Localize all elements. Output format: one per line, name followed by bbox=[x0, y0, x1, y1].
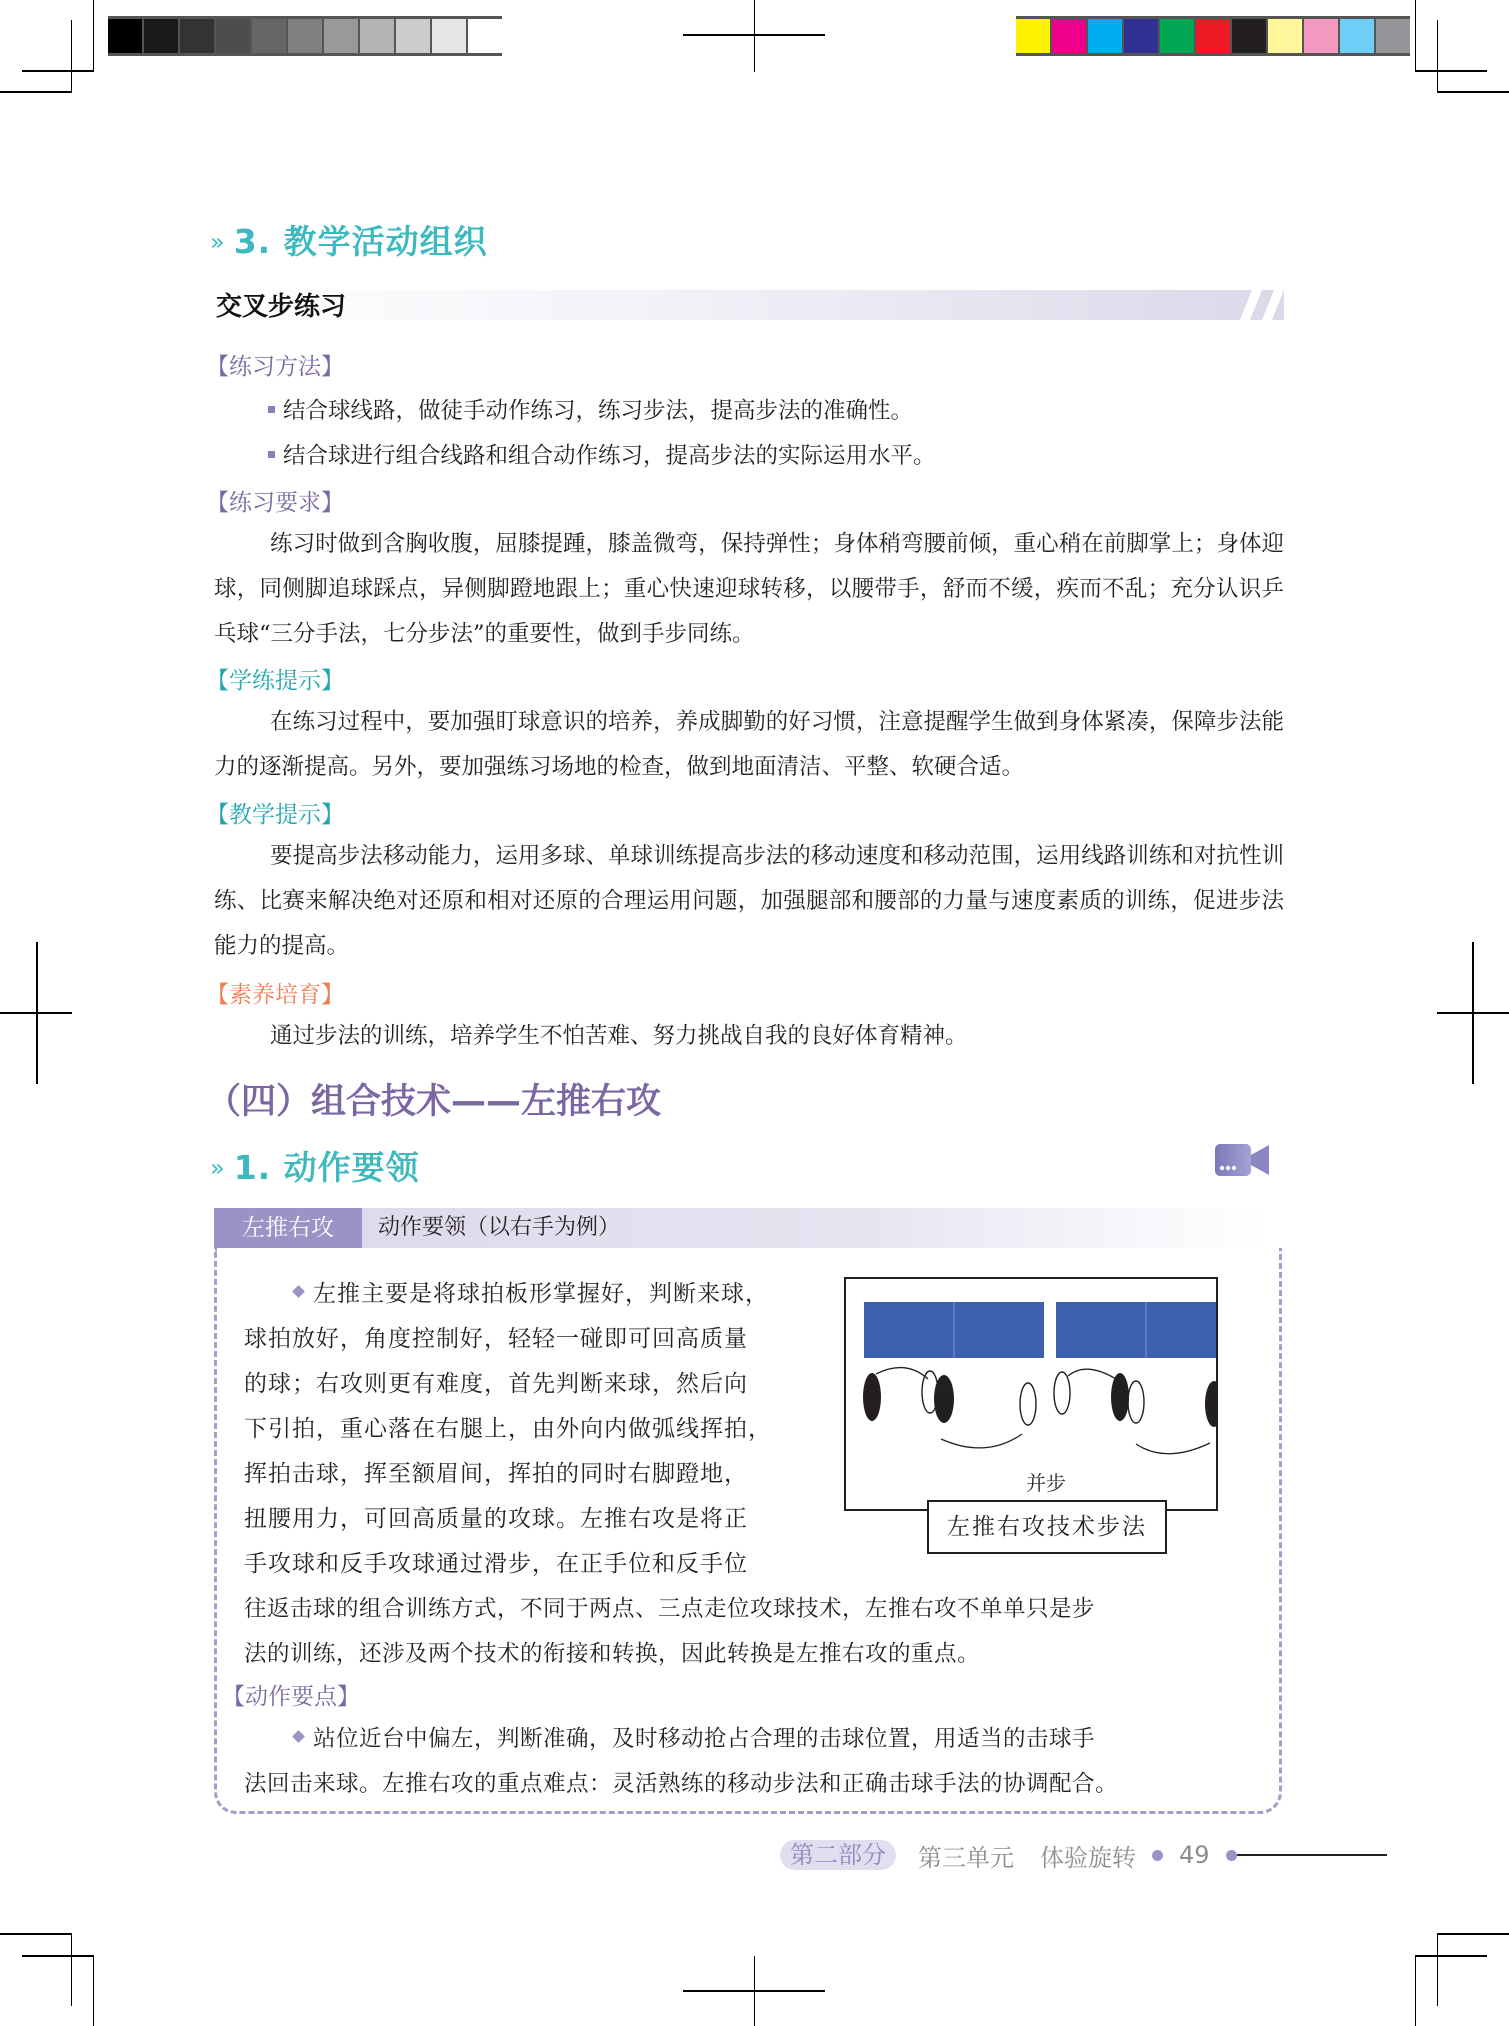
color-swatch bbox=[1196, 19, 1230, 53]
subsection-title: 交叉步练习 bbox=[216, 292, 347, 322]
color-swatch bbox=[324, 19, 358, 53]
color-calibration-bar bbox=[1016, 16, 1410, 56]
part-badge: 第二部分 bbox=[780, 1840, 896, 1870]
color-swatch bbox=[1304, 19, 1338, 53]
subsection-band bbox=[212, 290, 1284, 320]
page-footer bbox=[780, 1840, 1387, 1870]
color-swatch bbox=[180, 19, 214, 53]
key-points-tag: 【动作要点】 bbox=[222, 1684, 360, 1710]
color-swatch bbox=[432, 19, 466, 53]
video-camera-icon[interactable] bbox=[1215, 1143, 1271, 1177]
technique-text: 左推主要是将球拍板形掌握好，判断来球， 球拍放好，角度控制好，轻轻一碰即可回高质量 的球；右攻则更有难度，首先判断来球，然后向 下引拍，重心落在右腿上，由外向内做弧线挥拍， 挥拍击球，挥至额眉间，挥拍的同时右脚蹬地， 扭腰用力，可回高质量的攻球。左推右攻是将正 手攻球和反手攻球通过滑步，在正手位和反手位 bbox=[244, 1281, 772, 1577]
color-swatch bbox=[396, 19, 430, 53]
practice-requirements-tag: 【练习要求】 bbox=[206, 490, 344, 516]
grayscale-calibration-bar bbox=[108, 16, 502, 56]
color-swatch bbox=[1160, 19, 1194, 53]
figure-caption: 左推右攻技术步法 bbox=[927, 1500, 1167, 1554]
literacy-tag: 【素养培育】 bbox=[206, 982, 344, 1008]
footwork-figure bbox=[844, 1277, 1218, 1511]
color-swatch bbox=[252, 19, 286, 53]
chevron-icon: » bbox=[210, 228, 226, 256]
color-swatch bbox=[1052, 19, 1086, 53]
study-tips-text: 在练习过程中，要加强盯球意识的培养，养成脚勤的好习惯，注意提醒学生做到身体紧凑，保障步法能力的逐渐提高。另外，要加强练习场地的检查，做到地面清洁、平整、软硬合适。 bbox=[214, 709, 1284, 780]
diamond-bullet-icon bbox=[292, 1285, 305, 1298]
literacy-text: 通过步法的训练，培养学生不怕苦难、努力挑战自我的良好体育精神。 bbox=[270, 1023, 968, 1049]
study-tips-tag: 【学练提示】 bbox=[206, 668, 344, 694]
color-swatch bbox=[1232, 19, 1266, 53]
dot-icon bbox=[1152, 1850, 1163, 1861]
chevron-icon: » bbox=[210, 1154, 226, 1182]
color-swatch bbox=[1016, 19, 1050, 53]
color-swatch bbox=[360, 19, 394, 53]
technique-box-title: 动作要领（以右手为例） bbox=[378, 1215, 621, 1240]
color-swatch bbox=[216, 19, 250, 53]
color-swatch bbox=[1268, 19, 1302, 53]
technique-text-continued: 往返击球的组合训练方式，不同于两点、三点走位攻球技术，左推右攻不单单只是步 法的训练，还涉及两个技术的衔接和转换，因此转换是左推右攻的重点。 bbox=[244, 1596, 1096, 1667]
color-swatch bbox=[1340, 19, 1374, 53]
color-swatch bbox=[144, 19, 178, 53]
color-swatch bbox=[108, 19, 142, 53]
topic-label: 体验旋转 bbox=[1040, 1843, 1136, 1872]
practice-method-bullet: 结合球线路，做徒手动作练习，练习步法，提高步法的准确性。 bbox=[268, 393, 913, 425]
chapter-heading: （四）组合技术——左推右攻 bbox=[206, 1082, 662, 1122]
teaching-tips-text: 要提高步法移动能力，运用多球、单球训练提高步法的移动速度和移动范围，运用线路训练和对抗性训练、比赛来解决绝对还原和相对还原的合理运用问题，加强腿部和腰部的力量与速度素质的训练，促进步法能力的提高。 bbox=[214, 843, 1284, 959]
key-points-text: 站位近台中偏左，判断准确，及时移动抢占合理的击球位置，用适当的击球手 法回击来球。左推右攻的重点难点：灵活熟练的移动步法和正确击球手法的协调配合。 bbox=[244, 1726, 1119, 1797]
technique-box-header bbox=[214, 1208, 1264, 1248]
figure-sublabel: 并步 bbox=[1026, 1471, 1066, 1495]
technique-tab-label: 左推右攻 bbox=[214, 1208, 362, 1248]
color-swatch bbox=[1088, 19, 1122, 53]
teaching-tips-tag: 【教学提示】 bbox=[206, 802, 344, 828]
practice-method-tag: 【练习方法】 bbox=[206, 354, 344, 380]
square-bullet-icon bbox=[268, 451, 275, 458]
color-swatch bbox=[1124, 19, 1158, 53]
color-swatch bbox=[288, 19, 322, 53]
footer-rule bbox=[1237, 1854, 1387, 1856]
section-heading: » 3. 教学活动组织 bbox=[210, 222, 488, 261]
color-swatch bbox=[1376, 19, 1410, 53]
practice-method-bullet: 结合球进行组合线路和组合动作练习，提高步法的实际运用水平。 bbox=[268, 438, 936, 470]
diamond-bullet-icon bbox=[292, 1730, 305, 1743]
practice-requirements-text: 练习时做到含胸收腹，屈膝提踵，膝盖微弯，保持弹性；身体稍弯腰前倾，重心稍在前脚掌上；身体迎球，同侧脚追球踩点，异侧脚蹬地跟上；重心快速迎球转移，以腰带手，舒而不缓，疾而不乱；充分认识乒乓球“三分手法，七分步法”的重要性，做到手步同练。 bbox=[214, 531, 1284, 647]
unit-label: 第三单元 bbox=[918, 1843, 1014, 1872]
square-bullet-icon bbox=[268, 406, 275, 413]
dot-icon bbox=[1226, 1850, 1237, 1861]
sub-heading: » 1. 动作要领 bbox=[210, 1148, 420, 1187]
page-number: 49 bbox=[1179, 1841, 1210, 1869]
color-swatch bbox=[468, 19, 502, 53]
